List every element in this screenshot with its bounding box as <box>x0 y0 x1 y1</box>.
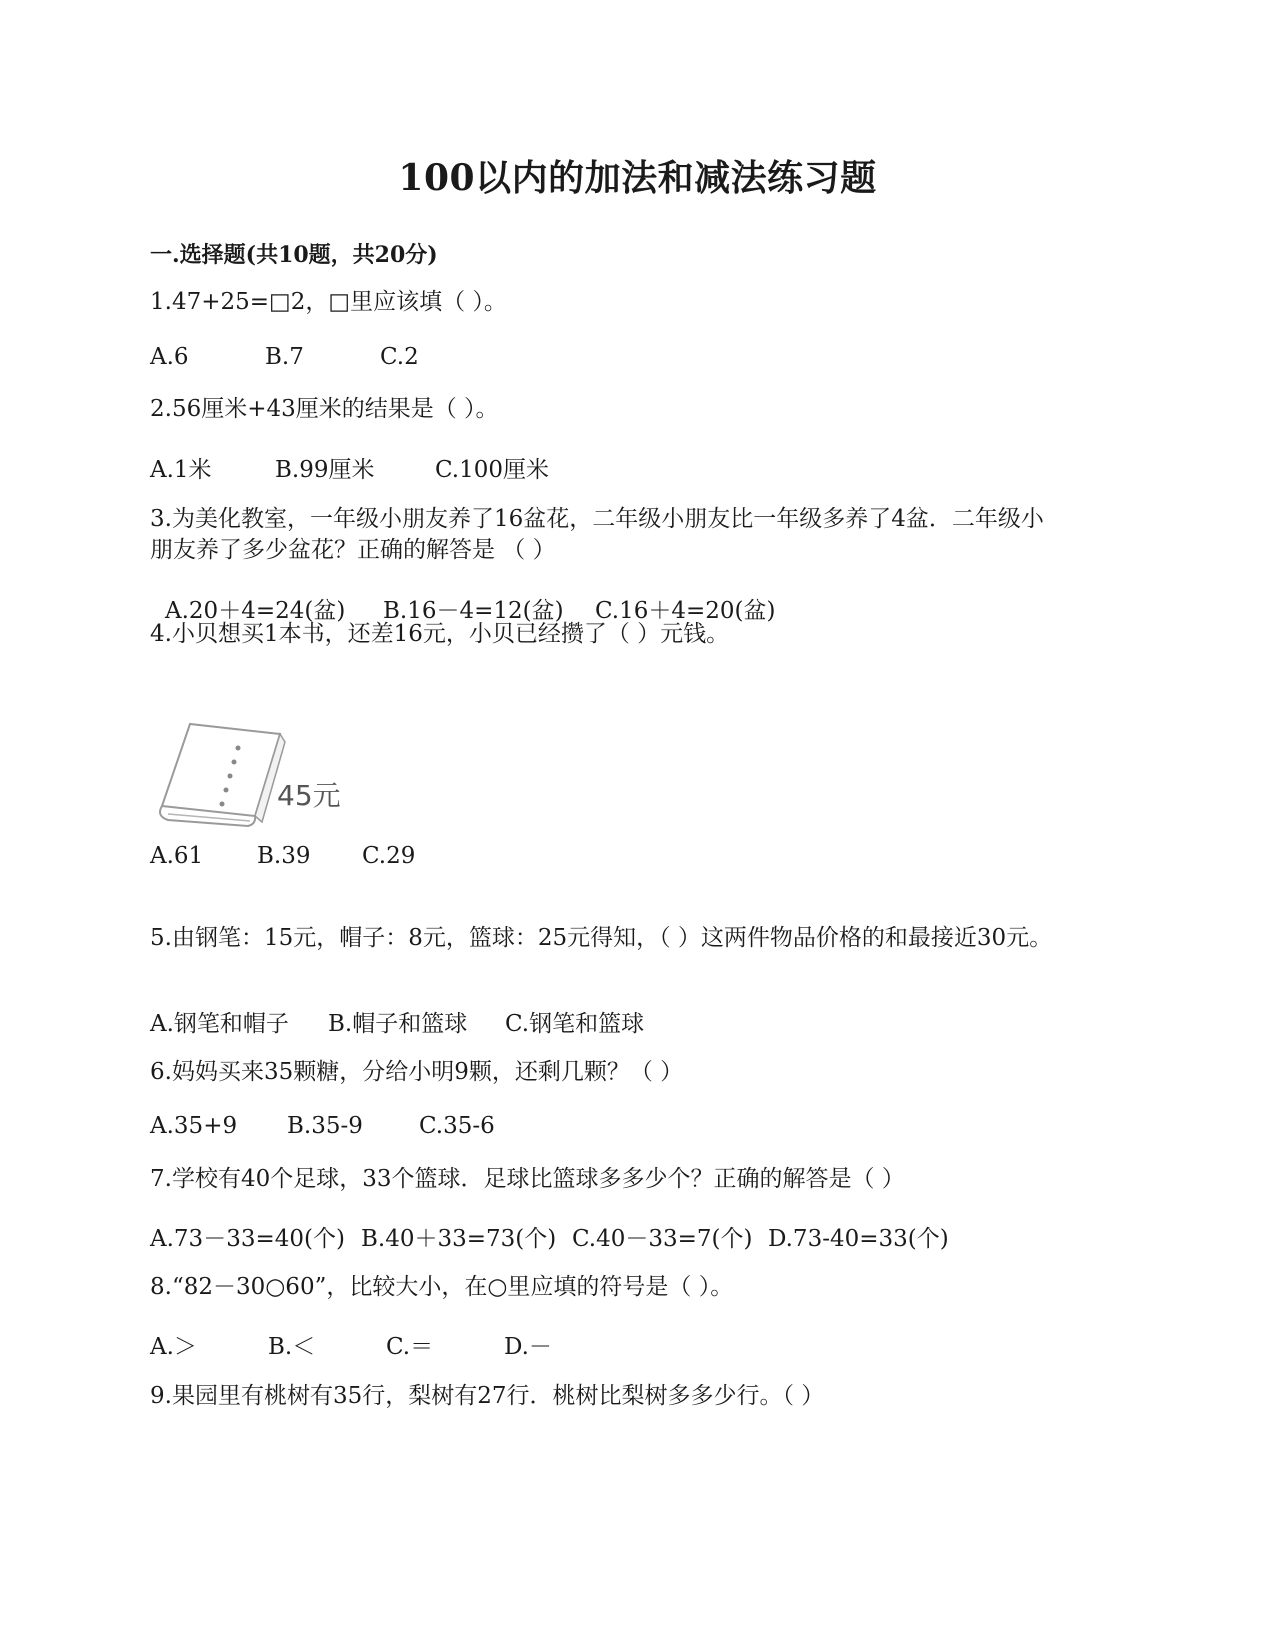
option-c: C.35-6 <box>419 1113 495 1139</box>
question-3-line-2: 朋友养了多少盆花？正确的解答是 （ ） <box>150 537 556 563</box>
option-c: C.29 <box>362 843 416 869</box>
option-a: A.20＋4=24(盆) <box>165 598 346 624</box>
question-4: 4.小贝想买1本书，还差16元，小贝已经攒了（ ）元钱。 <box>150 621 730 647</box>
option-b: B.35-9 <box>287 1113 363 1139</box>
option-a: A.1米 <box>150 457 212 483</box>
option-a: A.钢笔和帽子 <box>150 1011 289 1037</box>
question-6-options <box>150 1113 495 1139</box>
question-7-options <box>150 1220 949 1253</box>
option-b: B.帽子和篮球 <box>328 1011 468 1037</box>
question-8-options <box>150 1328 552 1361</box>
question-4-options <box>150 843 415 869</box>
option-b: B.7 <box>265 344 304 370</box>
question-9: 9.果园里有桃树有35行，梨树有27行．桃树比梨树多多少行。（ ） <box>150 1383 825 1409</box>
option-a: A.6 <box>150 344 189 370</box>
option-c: C.16＋4=20(盆) <box>595 598 776 624</box>
question-1-options <box>150 344 419 370</box>
option-b: B.39 <box>257 843 311 869</box>
section-heading: 一.选择题(共10题，共20分) <box>150 242 438 268</box>
option-c: C.100厘米 <box>435 457 549 483</box>
question-3-line-1: 3.为美化教室，一年级小朋友养了16盆花，二年级小朋友比一年级多养了4盆．二年级小 <box>150 506 1044 532</box>
question-6: 6.妈妈买来35颗糖，分给小明9颗，还剩几颗？（ ） <box>150 1059 684 1085</box>
option-c: C.2 <box>380 344 419 370</box>
question-5-options <box>150 1005 644 1038</box>
option-c: C.＝ <box>386 1334 434 1360</box>
option-b: B.＜ <box>268 1334 316 1360</box>
question-2-options <box>150 451 549 484</box>
question-5: 5.由钢笔：15元，帽子：8元，篮球：25元得知，（ ）这两件物品价格的和最接近30元。 <box>150 925 1053 951</box>
worksheet-title: 100以内的加法和减法练习题 <box>398 157 877 199</box>
option-c: C.40－33=7(个) <box>572 1226 753 1252</box>
book-price-label: 45元 <box>277 779 341 812</box>
option-b: B.99厘米 <box>275 457 375 483</box>
option-a: A.35+9 <box>150 1113 238 1139</box>
option-b: B.16－4=12(盆) <box>383 598 564 624</box>
question-2: 2.56厘米+43厘米的结果是（ ）。 <box>150 396 499 422</box>
option-b: B.40＋33=73(个) <box>361 1226 557 1252</box>
option-a: A.61 <box>150 843 204 869</box>
option-a: A.73－33=40(个) <box>150 1226 345 1252</box>
question-8: 8.“82－30○60”，比较大小，在○里应填的符号是（ ）。 <box>150 1274 734 1300</box>
option-d: D.－ <box>504 1334 552 1360</box>
question-7: 7.学校有40个足球，33个篮球．足球比篮球多多少个？正确的解答是（ ） <box>150 1166 905 1192</box>
option-a: A.＞ <box>150 1334 197 1360</box>
question-1: 1.47+25=□2，□里应该填（ ）。 <box>150 289 507 315</box>
option-c: C.钢笔和篮球 <box>505 1011 645 1037</box>
option-d: D.73-40=33(个) <box>768 1226 949 1252</box>
